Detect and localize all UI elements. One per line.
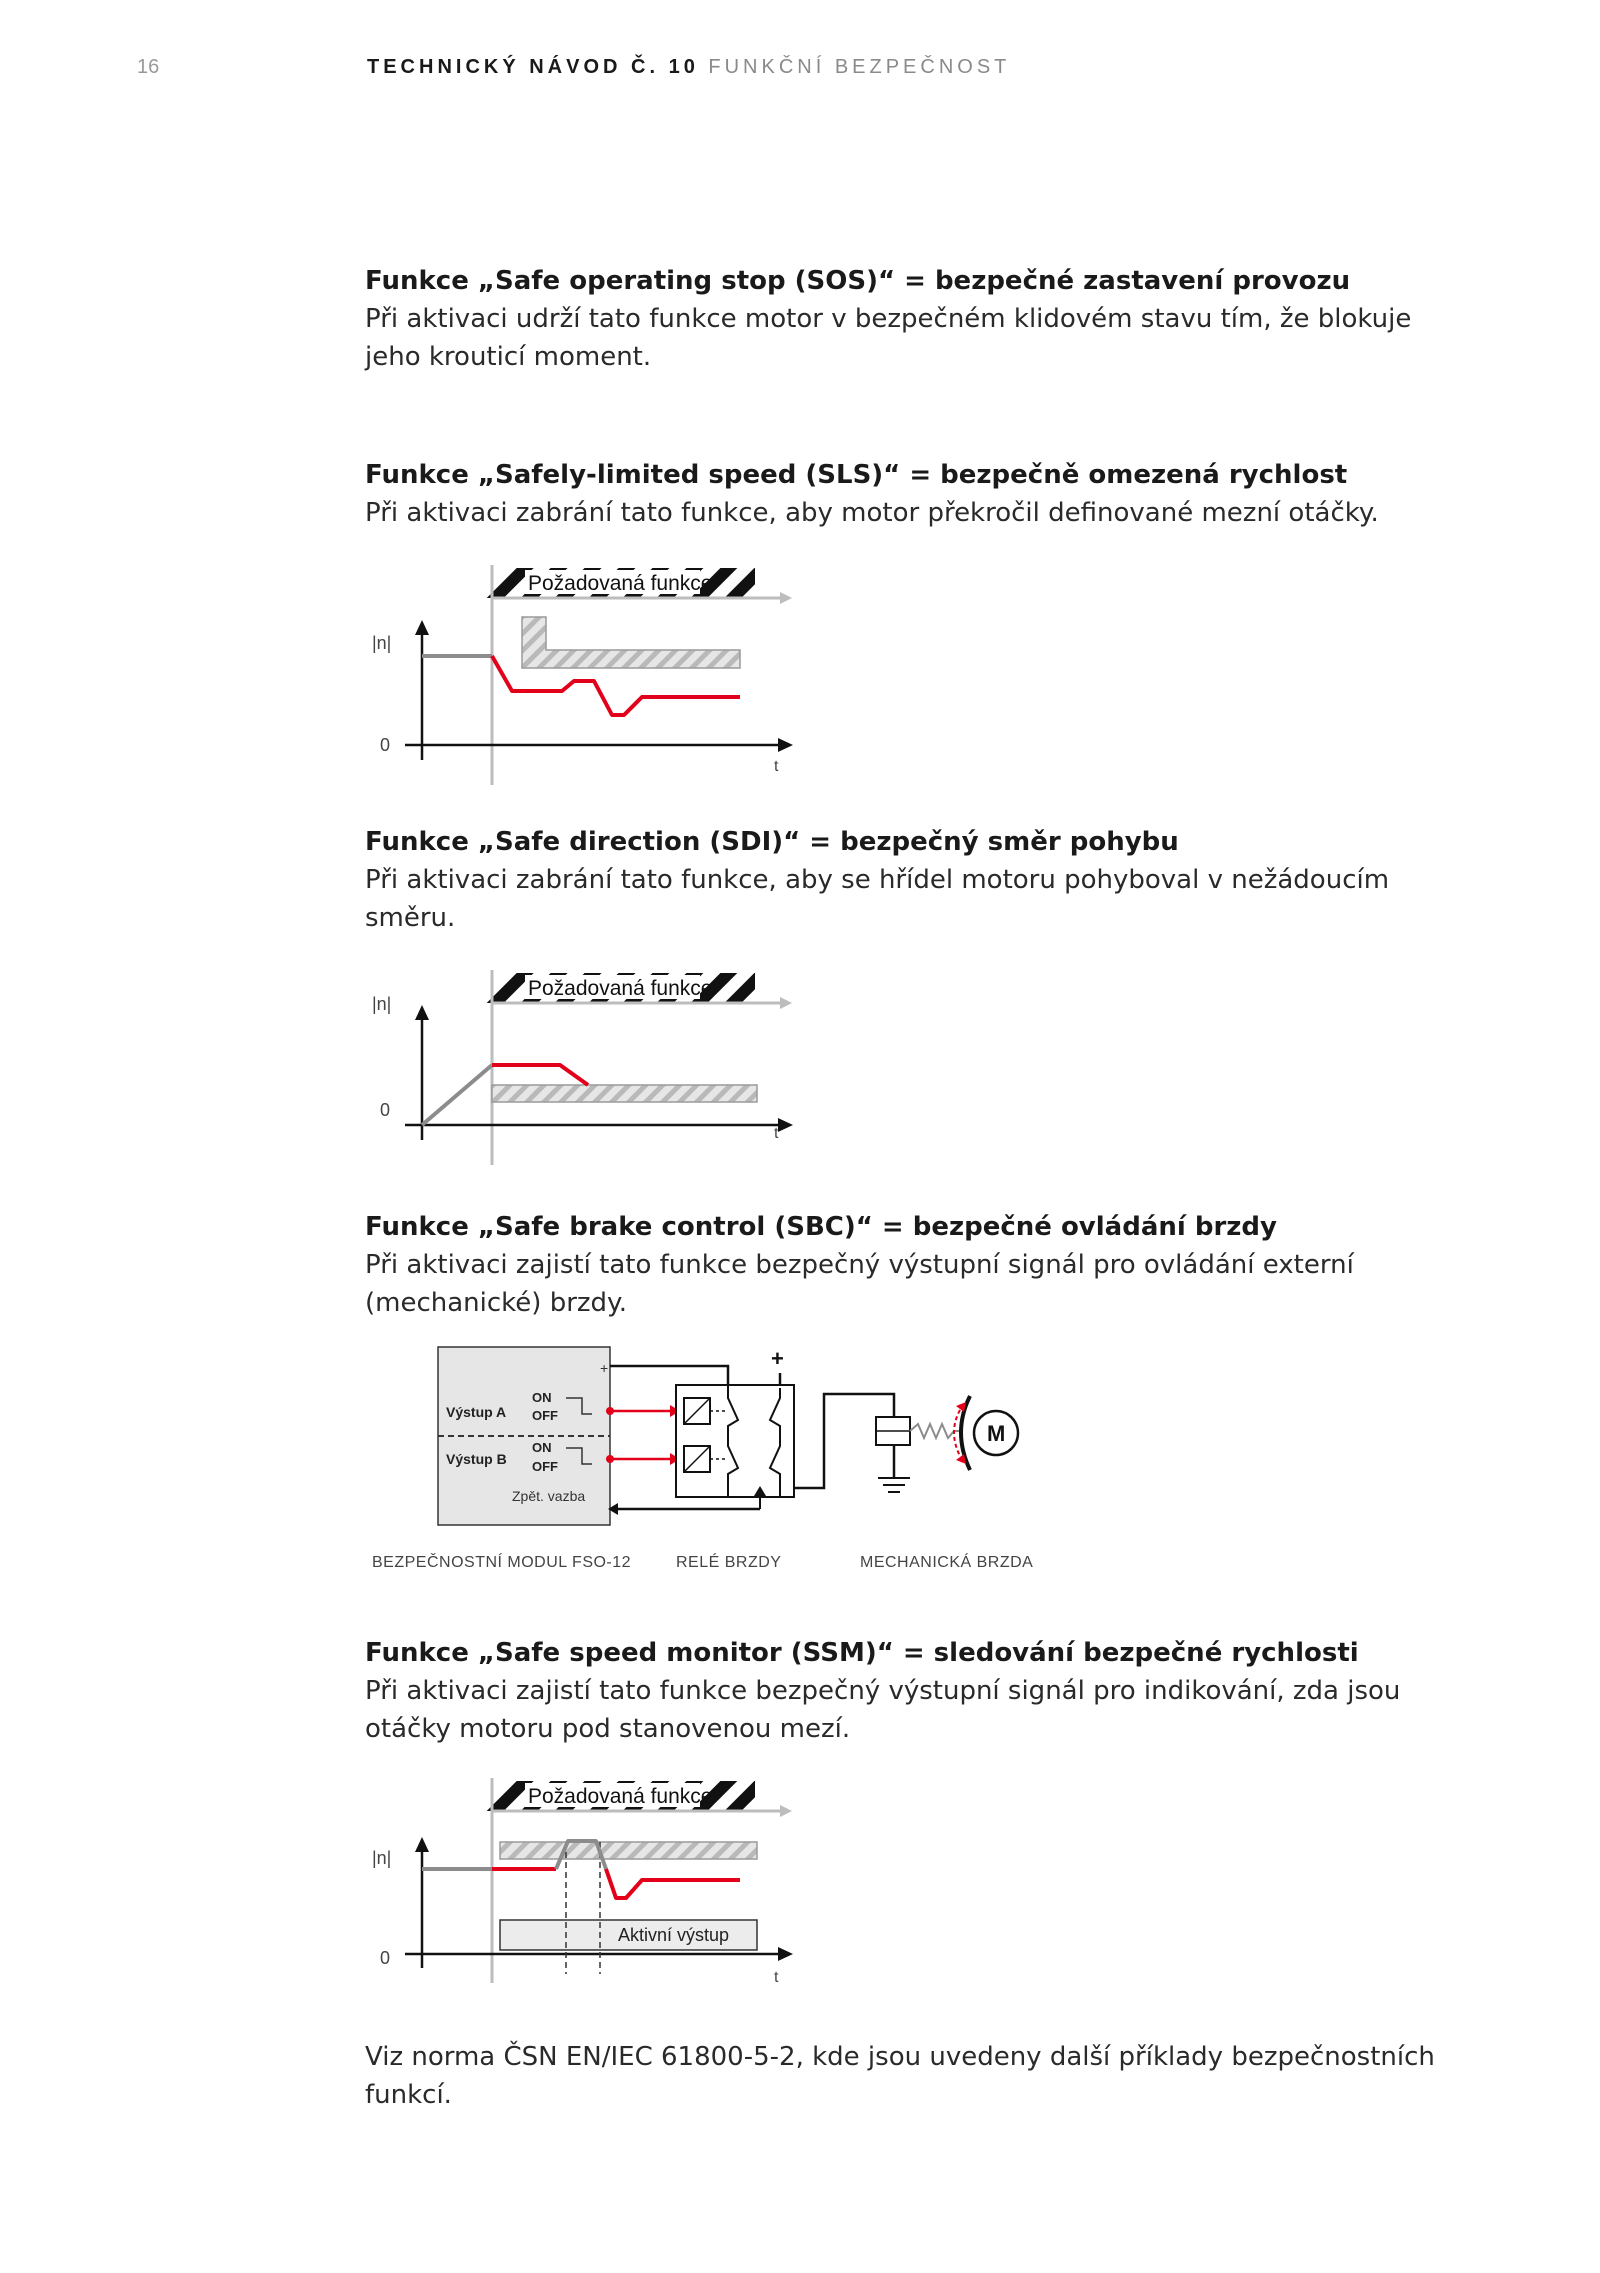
y-axis-label: |n| <box>372 1848 392 1868</box>
supply-wire <box>610 1366 728 1385</box>
speed-limit-zone <box>522 617 740 668</box>
requested-function-label: Požadovaná funkce <box>528 572 713 595</box>
zero-label: 0 <box>380 735 391 755</box>
sdi-diagram <box>360 960 820 1170</box>
section-title: Funkce „Safe direction (SDI)“ = bezpečný směr pohybu <box>365 827 1179 857</box>
plus-small: + <box>600 1360 609 1376</box>
speed-curve-after <box>606 1869 740 1898</box>
page-number: 16 <box>137 56 160 78</box>
running-header <box>367 56 1010 79</box>
section-body: Při aktivaci udrží tato funkce motor v bezpečném klidovém stavu tím, že blokuje jeho krouticí moment. <box>365 304 1412 372</box>
zero-label: 0 <box>380 1100 391 1120</box>
requested-function-banner <box>480 568 755 598</box>
forbidden-direction-zone <box>492 1085 757 1102</box>
active-output-label: Aktivní výstup <box>618 1925 730 1945</box>
requested-function-banner <box>480 973 755 1003</box>
off-a-label: OFF <box>532 1408 558 1423</box>
caption-module: BEZPEČNOSTNÍ MODUL FSO-12 <box>372 1554 632 1571</box>
section-sos <box>365 262 1475 376</box>
motor-label: M <box>987 1421 1006 1446</box>
plus-supply: + <box>771 1346 784 1371</box>
time-label: t <box>774 758 779 775</box>
output-a-label: Výstup A <box>446 1404 507 1420</box>
header-title-bold: TECHNICKÝ NÁVOD Č. 10 <box>367 56 699 78</box>
section-body: Při aktivaci zajistí tato funkce bezpečný výstupní signál pro indikování, zda jsou otáčky motoru pod stanovenou mezí. <box>365 1676 1401 1744</box>
section-sdi <box>365 823 1475 937</box>
speed-curve-after <box>492 1065 588 1085</box>
speed-curve-before <box>422 1065 492 1125</box>
brake-control-diagram <box>370 1340 1050 1580</box>
on-a-label: ON <box>532 1390 552 1405</box>
sls-diagram <box>360 555 820 785</box>
section-sbc <box>365 1208 1475 1322</box>
section-sls <box>365 456 1475 532</box>
zero-label: 0 <box>380 1948 391 1968</box>
y-axis-label: |n| <box>372 994 392 1014</box>
header-title-light: FUNKČNÍ BEZPEČNOST <box>708 56 1011 78</box>
on-b-label: ON <box>532 1440 552 1455</box>
section-title: Funkce „Safe operating stop (SOS)“ = bezpečné zastavení provozu <box>365 266 1351 296</box>
section-title: Funkce „Safe speed monitor (SSM)“ = sledování bezpečné rychlosti <box>365 1638 1359 1668</box>
section-title: Funkce „Safely-limited speed (SLS)“ = bezpečně omezená rychlost <box>365 460 1348 490</box>
section-body: Při aktivaci zabrání tato funkce, aby motor překročil definované mezní otáčky. <box>365 498 1379 528</box>
requested-function-label: Požadovaná funkce <box>528 1785 713 1808</box>
requested-function-label: Požadovaná funkce <box>528 977 713 1000</box>
output-b-label: Výstup B <box>446 1451 507 1467</box>
time-label: t <box>774 1125 779 1142</box>
footer-note-text: Viz norma ČSN EN/IEC 61800-5-2, kde jsou uvedeny další příklady bezpečnostních funkcí. <box>365 2042 1435 2110</box>
section-body: Při aktivaci zajistí tato funkce bezpečný výstupní signál pro ovládání externí (mechanické) brzdy. <box>365 1250 1354 1318</box>
feedback-label: Zpět. vazba <box>512 1488 586 1504</box>
section-body: Při aktivaci zabrání tato funkce, aby se hřídel motoru pohyboval v nežádoucím směru. <box>365 865 1390 933</box>
caption-relay: RELÉ BRZDY <box>676 1554 782 1571</box>
requested-function-banner <box>480 1781 755 1811</box>
off-b-label: OFF <box>532 1459 558 1474</box>
speed-limit-zone <box>500 1842 757 1859</box>
section-ssm <box>365 1634 1475 1748</box>
footer-note <box>365 2038 1475 2114</box>
y-axis-label: |n| <box>372 633 392 653</box>
section-title: Funkce „Safe brake control (SBC)“ = bezpečné ovládání brzdy <box>365 1212 1277 1242</box>
time-label: t <box>774 1969 779 1986</box>
ssm-diagram <box>360 1768 820 1988</box>
caption-brake: MECHANICKÁ BRZDA <box>860 1554 1034 1571</box>
